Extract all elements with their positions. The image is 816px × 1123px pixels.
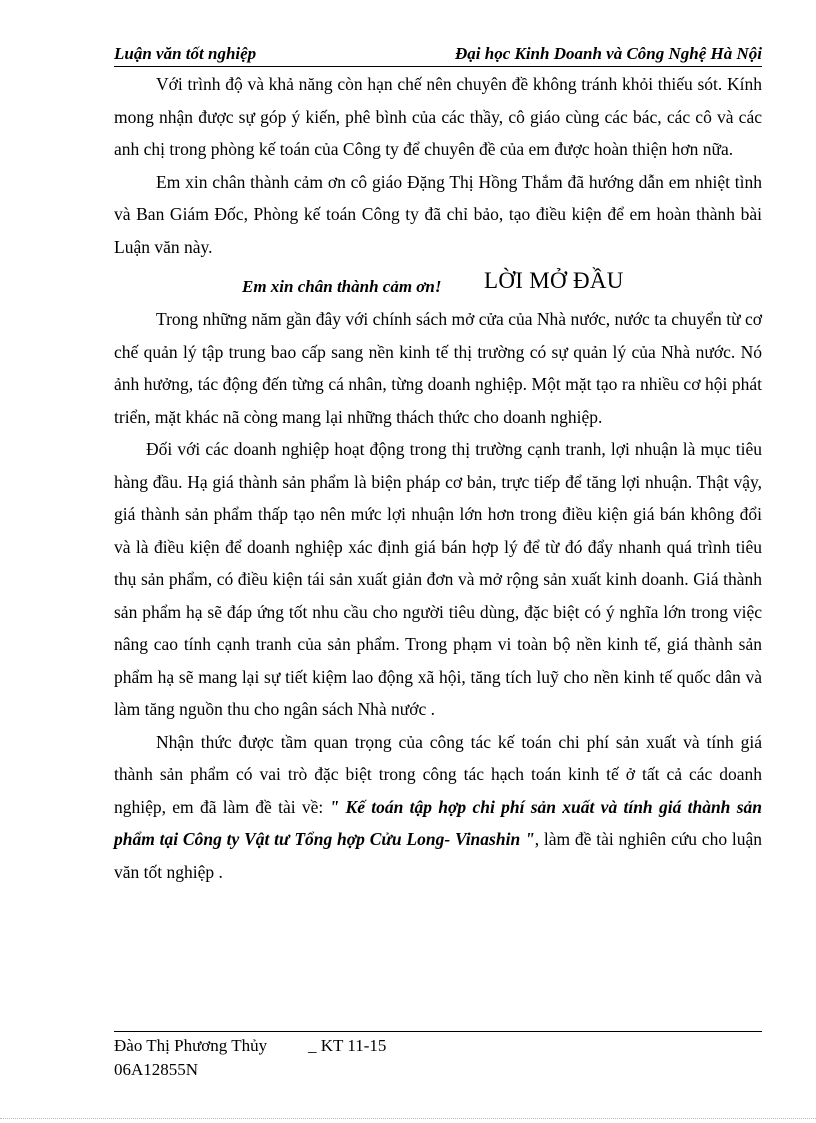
- paragraph-intro-context: Trong những năm gần đây với chính sách mở cửa của Nhà nước, nước ta chuyển từ cơ chế quản lý tập trung bao cấp sang nền kinh tế thị trường có sự quản lý của Nhà nước. Nó ảnh hưởng, tác động đến từng cá nhân, từng doanh nghiệp. Một mặt tạo ra nhiều cơ hội phát triển, mặt khác nã còng mang lại những thách thức cho doanh nghiệp.: [114, 309, 762, 427]
- thesis-topic: " Kế toán tập hợp chi phí sản xuất và tính giá thành sản phẩm tại Công ty Vật tư Tổng hợp Cửu Long- Vinashin ": [114, 796, 762, 849]
- page-footer: [114, 1031, 762, 1079]
- paragraph-intro-profit: Đối với các doanh nghiệp hoạt động trong thị trường cạnh tranh, lợi nhuận là mục tiêu hàng đầu. Hạ giá thành sản phẩm là biện pháp cơ bản, trực tiếp để tăng lợi nhuận. Thật vậy, giá thành sản phẩm thấp tạo nên mức lợi nhuận lớn hơn trong điều kiện giá bán không đổi và là điều kiện để doanh nghiệp xác định giá bán hợp lý để từ đó đẩy nhanh quá trình tiêu thụ sản phẩm, có điều kiện tái sản xuất giản đơn và mở rộng sản xuất kinh doanh. Giá thành sản phẩm hạ sẽ đáp ứng tốt nhu cầu cho người tiêu dùng, đặc biệt có ý nghĩa lớn trong việc nâng cao tính cạnh tranh của sản phẩm. Trong phạm vi toàn bộ nền kinh tế, giá thành sản phẩm hạ sẽ mang lại sự tiết kiệm lao động xã hội, tăng tích luỹ cho nền kinh tế quốc dân và làm tăng nguồn thu cho ngân sách Nhà nước .: [114, 439, 762, 719]
- thanks-line: Em xin chân thành cảm ơn!: [242, 277, 442, 296]
- paragraph-acknowledgement: Em xin chân thành cảm ơn cô giáo Đặng Thị Hồng Thắm đã hướng dẫn em nhiệt tình và Ban Giám Đốc, Phòng kế toán Công ty đã chỉ bảo, tạo điều kiện để em hoàn thành bài Luận văn này.: [114, 171, 762, 257]
- header-thesis-label: Luận văn tốt nghiệp: [114, 44, 257, 63]
- footer-author-row: [114, 1032, 762, 1079]
- paragraph-limitations: Với trình độ và khả năng còn hạn chế nên chuyên đề không tránh khỏi thiếu sót. Kính mong nhận được sự góp ý kiến, phê bình của các thầy, cô giáo cùng các bác, các cô và các anh chị trong phòng kế toán của Công ty để chuyên đề của em được hoàn thiện hơn nữa.: [114, 74, 762, 159]
- page-bottom-edge: [0, 1118, 816, 1119]
- topic-tail-text: , làm đề tài nghiên cứu cho luận văn tốt nghiệp .: [114, 829, 763, 882]
- page-header: [114, 40, 762, 67]
- author-name: Đào Thị Phương Thủy: [114, 1036, 268, 1055]
- section-heading-row: [114, 263, 762, 303]
- paragraph-intro-topic: [114, 726, 762, 889]
- section-title: LỜI MỞ ĐẦU: [484, 268, 624, 293]
- topic-lead-text: Nhận thức được tầm quan trọng của công tác kế toán chi phí sản xuất và tính giá thành sản phẩm có vai trò đặc biệt trong công tác hạch toán kinh tế ở tất cả các doanh nghiệp, em đã làm đề tài về:: [114, 731, 762, 817]
- author-class: _ KT 11-15: [308, 1036, 387, 1055]
- document-body: [114, 68, 762, 888]
- header-university-name: Đại học Kinh Doanh và Công Nghệ Hà Nội: [455, 44, 762, 63]
- student-id: 06A12855N: [114, 1060, 199, 1079]
